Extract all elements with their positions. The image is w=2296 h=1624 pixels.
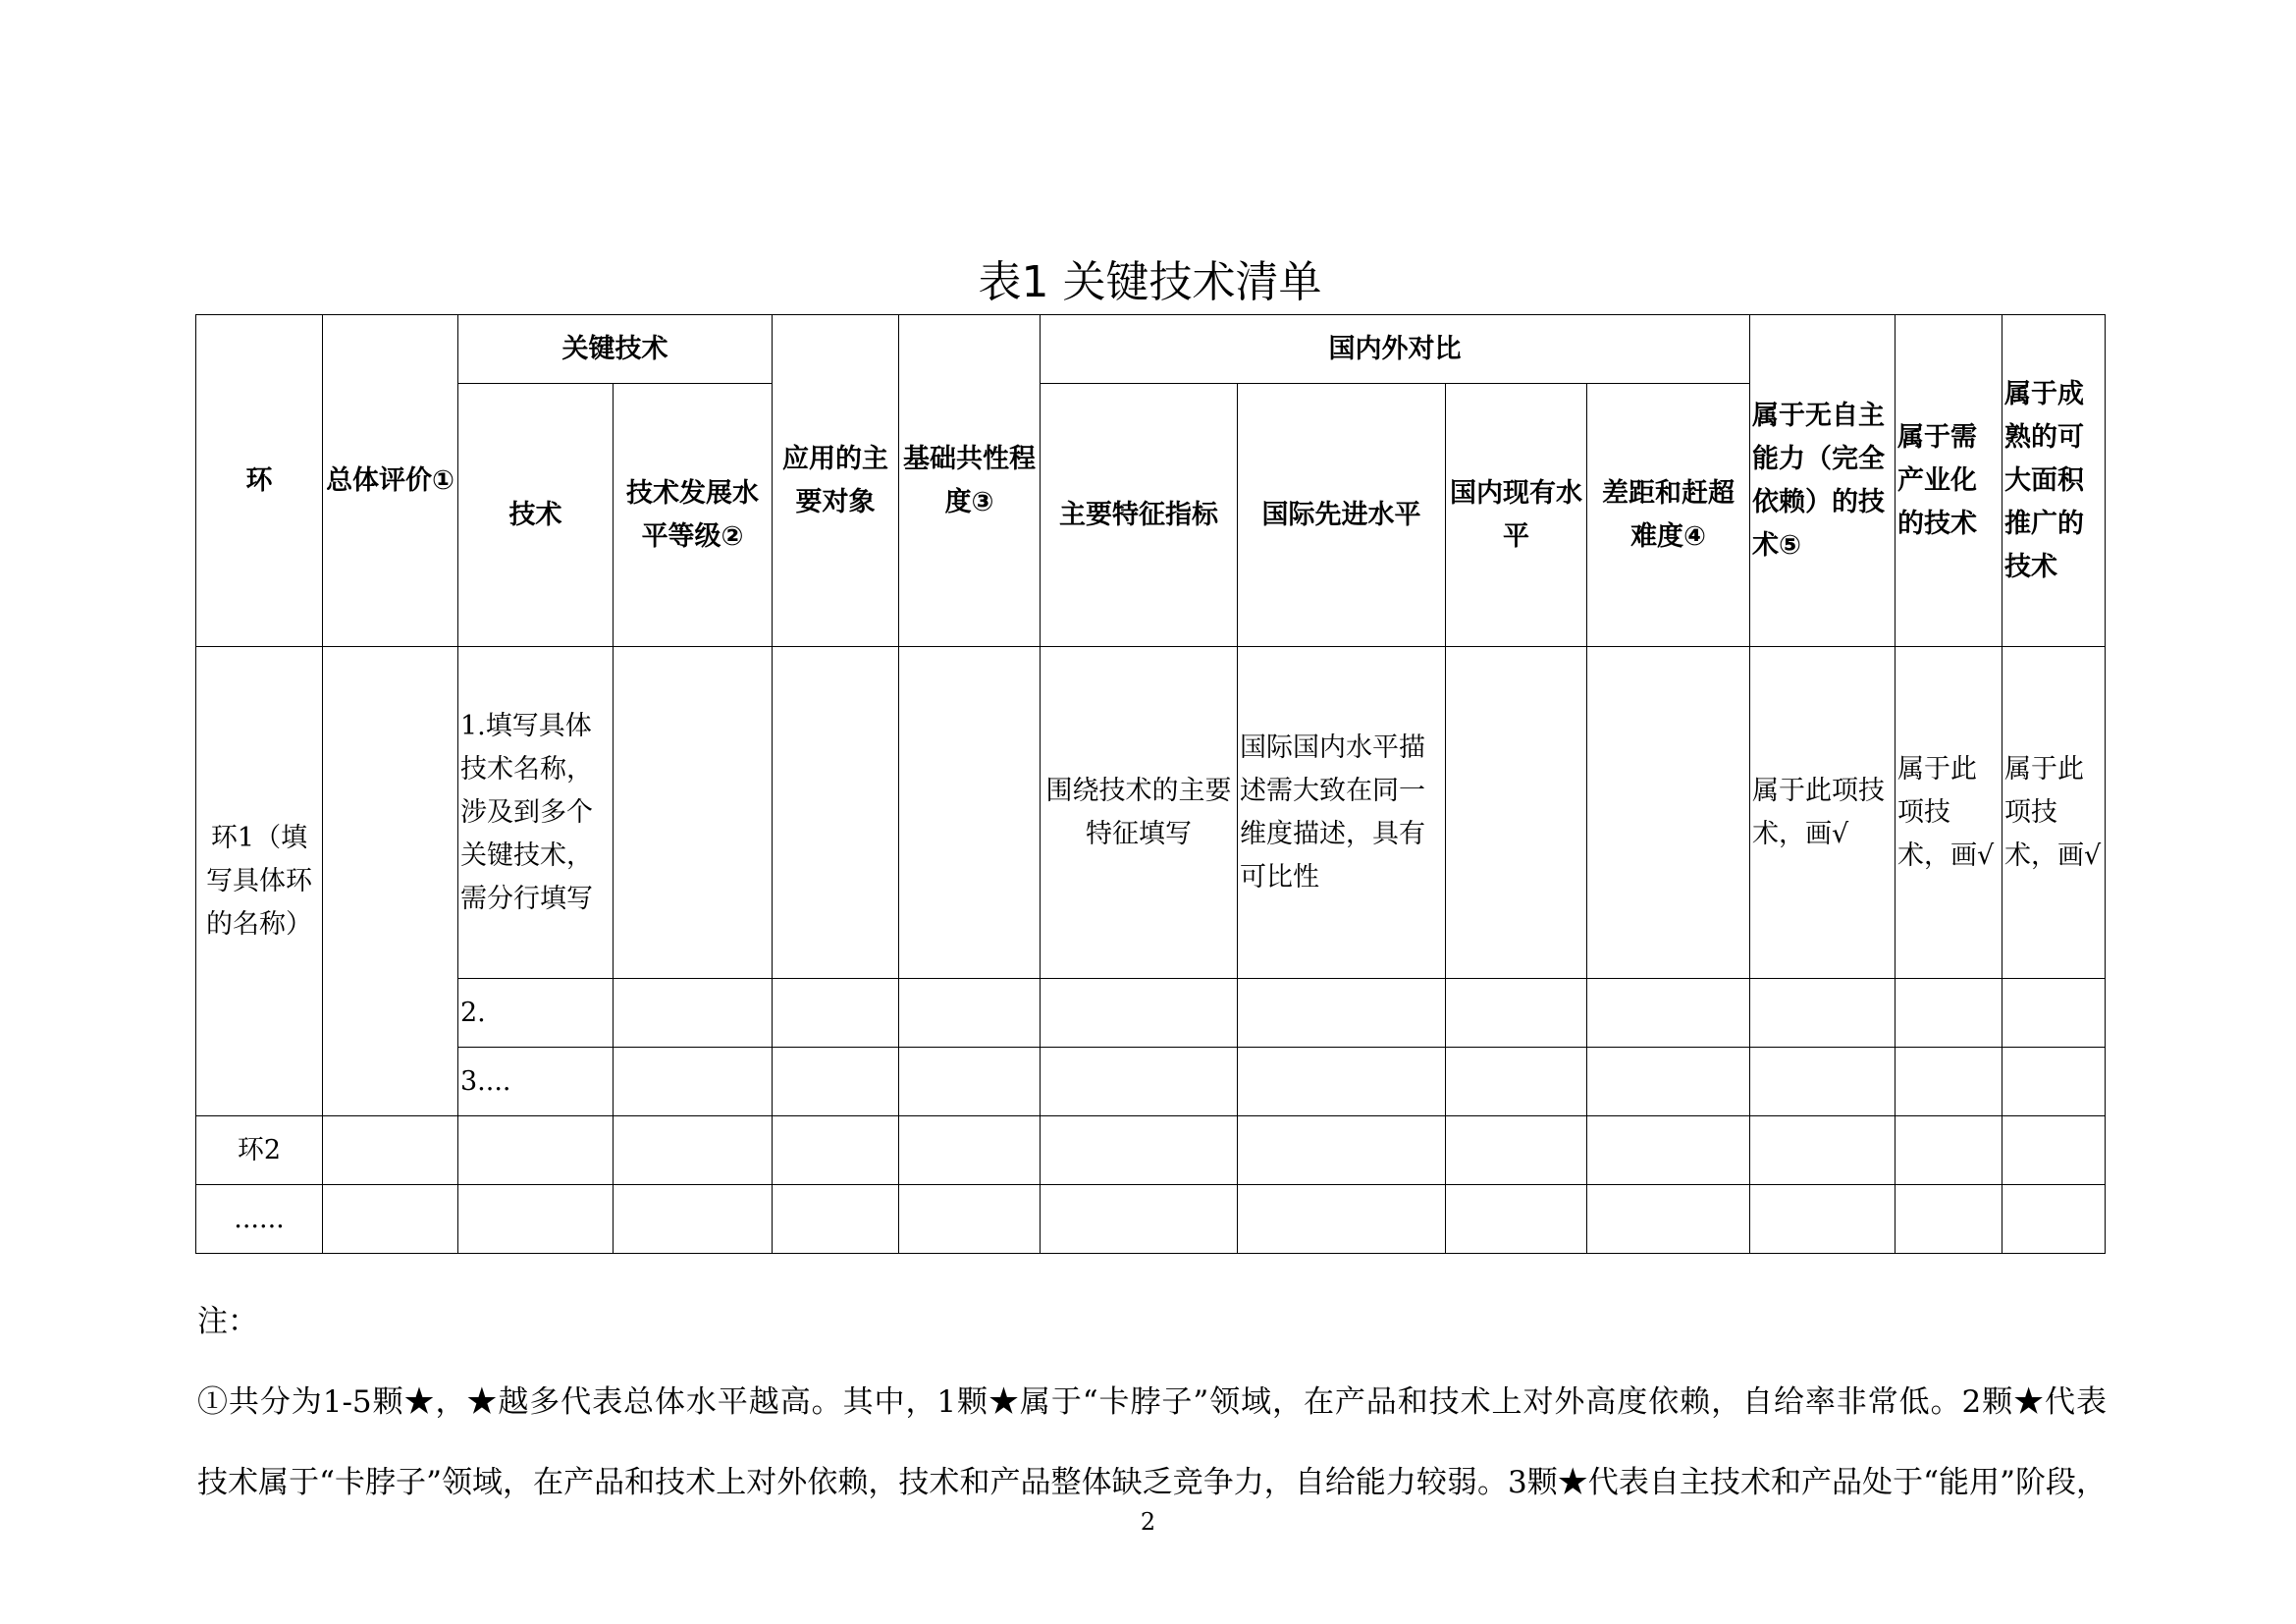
- ring1-name-cell: 环1（填写具体环的名称）: [196, 647, 323, 1116]
- tech1-object-cell: [773, 647, 899, 979]
- table-cell: [1041, 1116, 1238, 1185]
- table-cell: [2002, 979, 2106, 1048]
- table-cell: [2002, 1048, 2106, 1116]
- header-no-autonomy: 属于无自主能力（完全依赖）的技术⑤: [1750, 315, 1896, 647]
- tech1-international-cell: 国际国内水平描述需大致在同一维度描述，具有可比性: [1238, 647, 1446, 979]
- header-technology: 技术: [458, 384, 614, 647]
- header-mature-technology: 属于成熟的可大面积推广的技术: [2002, 315, 2106, 647]
- table-cell: [1750, 979, 1896, 1048]
- tech1-mature-cell: 属于此项技术，画√: [2002, 647, 2106, 979]
- ring1-overall-cell: [323, 647, 458, 1116]
- key-technology-table: [195, 314, 2106, 1254]
- ring2-name-cell: 环2: [196, 1116, 323, 1185]
- table-cell: [614, 979, 773, 1048]
- header-ring: 环: [196, 315, 323, 647]
- tech2-cell: 2.: [458, 979, 614, 1048]
- table-cell: [458, 1116, 614, 1185]
- tech1-level-cell: [614, 647, 773, 979]
- table-cell: [773, 1185, 899, 1254]
- notes-label: 注：: [197, 1304, 258, 1339]
- table-cell: [1041, 1048, 1238, 1116]
- tech1-industrialization-cell: 属于此项技术，画√: [1896, 647, 2002, 979]
- tech1-domestic-cell: [1446, 647, 1587, 979]
- header-application-object: 应用的主要对象: [773, 315, 899, 647]
- header-key-technology-group: 关键技术: [458, 315, 773, 384]
- table-cell: [1238, 1185, 1446, 1254]
- table-cell: [899, 1048, 1041, 1116]
- header-main-indicator: 主要特征指标: [1041, 384, 1238, 647]
- note-line-1: ①共分为1-5颗★，★越多代表总体水平越高。其中，1颗★属于“卡脖子”领域，在产品和技术上对外高度依赖，自给率非常低。2颗★代表: [197, 1384, 2107, 1420]
- header-commonality: 基础共性程度③: [899, 315, 1041, 647]
- table-cell: [1041, 979, 1238, 1048]
- header-industrialization: 属于需产业化的技术: [1896, 315, 2002, 647]
- header-overall-evaluation: 总体评价①: [323, 315, 458, 647]
- table-cell: [899, 979, 1041, 1048]
- tech1-indicator-cell: 围绕技术的主要特征填写: [1041, 647, 1238, 979]
- table-cell: [1238, 1116, 1446, 1185]
- more-rings-cell: ......: [196, 1185, 323, 1254]
- tech1-gap-cell: [1587, 647, 1750, 979]
- header-gap-difficulty: 差距和赶超难度④: [1587, 384, 1750, 647]
- table-cell: [1750, 1116, 1896, 1185]
- table-cell: [614, 1116, 773, 1185]
- table-cell: [1238, 979, 1446, 1048]
- tech1-cell: 1.填写具体技术名称，涉及到多个关键技术，需分行填写: [458, 647, 614, 979]
- table-cell: [458, 1185, 614, 1254]
- header-comparison-group: 国内外对比: [1041, 315, 1750, 384]
- table-cell: [1750, 1185, 1896, 1254]
- table-cell: [773, 1048, 899, 1116]
- table-cell: [1587, 1185, 1750, 1254]
- table-cell: [614, 1185, 773, 1254]
- note-line-2: 技术属于“卡脖子”领域，在产品和技术上对外依赖，技术和产品整体缺乏竞争力，自给能力较弱。3颗★代表自主技术和产品处于“能用”阶段，: [197, 1465, 2107, 1500]
- table-cell: [1587, 979, 1750, 1048]
- table-cell: [2002, 1185, 2106, 1254]
- table-cell: [899, 1116, 1041, 1185]
- table-cell: [899, 1185, 1041, 1254]
- table-cell: [1750, 1048, 1896, 1116]
- table-cell: [1896, 979, 2002, 1048]
- table-cell: [1896, 1185, 2002, 1254]
- table-cell: [323, 1185, 458, 1254]
- table-cell: [773, 1116, 899, 1185]
- table-cell: [1238, 1048, 1446, 1116]
- header-international-level: 国际先进水平: [1238, 384, 1446, 647]
- table-cell: [614, 1048, 773, 1116]
- page-number: 2: [1140, 1508, 1156, 1536]
- table-cell: [773, 979, 899, 1048]
- notes-section: [197, 1281, 2107, 1523]
- table-cell: [2002, 1116, 2106, 1185]
- table-cell: [1041, 1185, 1238, 1254]
- header-domestic-level: 国内现有水平: [1446, 384, 1587, 647]
- header-technology-level: 技术发展水平等级②: [614, 384, 773, 647]
- table-title: 表1 关键技术清单: [978, 257, 1322, 307]
- table-cell: [1896, 1116, 2002, 1185]
- tech3-cell: 3....: [458, 1048, 614, 1116]
- table-cell: [1446, 1048, 1587, 1116]
- table-cell: [1446, 979, 1587, 1048]
- table-cell: [1587, 1116, 1750, 1185]
- tech1-commonality-cell: [899, 647, 1041, 979]
- tech1-no-autonomy-cell: 属于此项技术，画√: [1750, 647, 1896, 979]
- table-cell: [1446, 1116, 1587, 1185]
- table-cell: [1446, 1185, 1587, 1254]
- table-cell: [1896, 1048, 2002, 1116]
- table-cell: [1587, 1048, 1750, 1116]
- table-cell: [323, 1116, 458, 1185]
